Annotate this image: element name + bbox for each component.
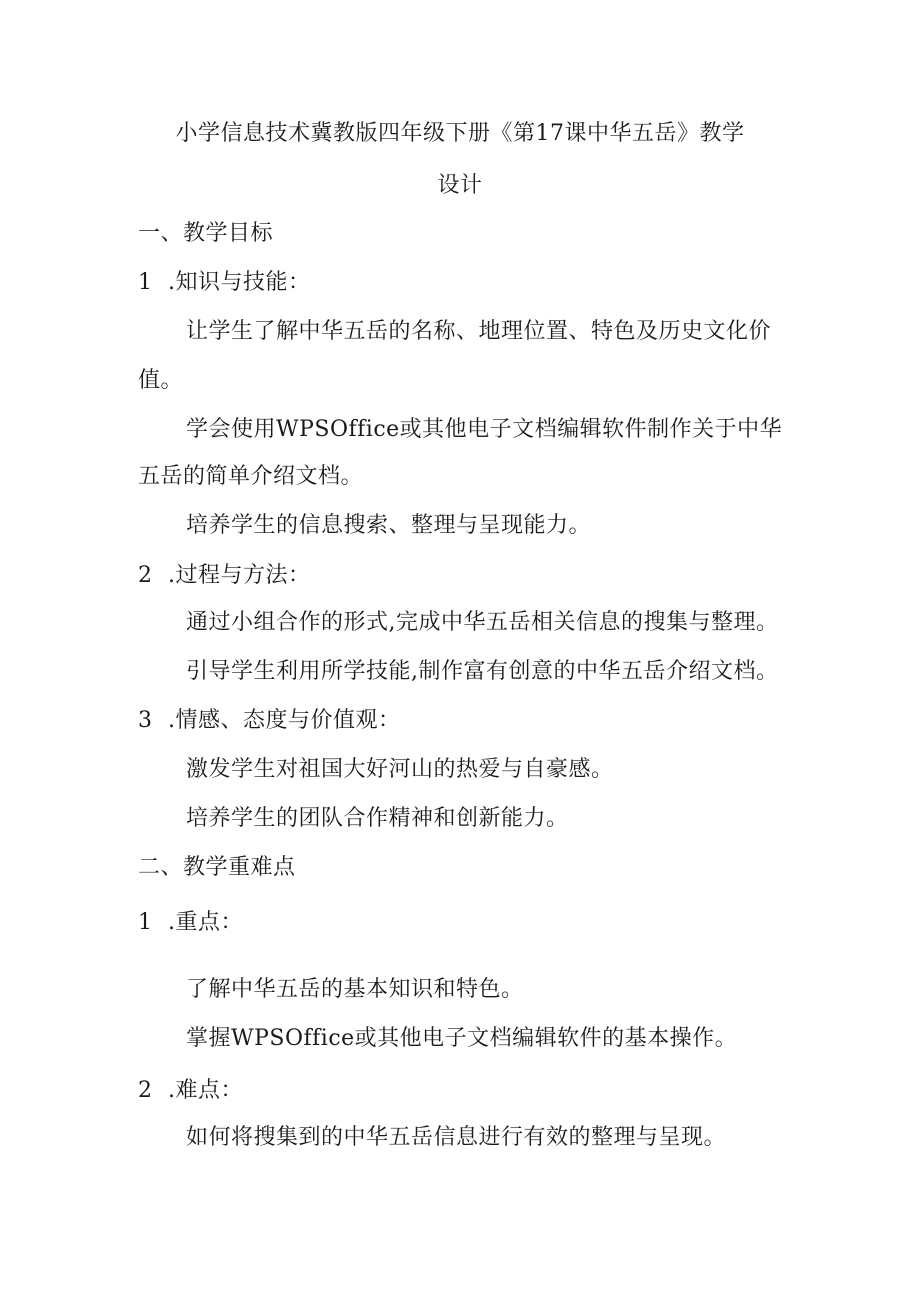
paragraph: 培养学生的信息搜索、整理与呈现能力。 xyxy=(186,513,592,538)
item-label: .知识与技能： xyxy=(168,270,311,295)
section2-heading: 二、教学重难点 xyxy=(138,855,296,880)
paragraph: 如何将搜集到的中华五岳信息进行有效的整理与呈现。 xyxy=(186,1125,727,1150)
document-title-line2: 设计 xyxy=(437,173,483,198)
paragraph: 五岳的简单介绍文档。 xyxy=(138,464,364,489)
item-label: .难点： xyxy=(168,1078,243,1103)
item-number: 2 xyxy=(138,563,153,588)
item-number: 1 xyxy=(138,270,153,295)
paragraph: 掌握WPSOffice或其他电子文档编辑软件的基本操作。 xyxy=(186,1026,738,1051)
section2-item1-heading xyxy=(138,908,243,938)
item-label: .过程与方法： xyxy=(168,563,311,588)
item-number: 2 xyxy=(138,1078,153,1103)
document-title-line1: 小学信息技术冀教版四年级下册《第17课中华五岳》教学 xyxy=(175,121,745,146)
section2-item2-heading xyxy=(138,1076,243,1106)
paragraph: 通过小组合作的形式,完成中华五岳相关信息的搜集与整理。 xyxy=(186,610,779,635)
section1-item3-heading xyxy=(138,706,401,736)
paragraph: 激发学生对祖国大好河山的热爱与自豪感。 xyxy=(186,757,614,782)
section1-item2-heading xyxy=(138,561,311,591)
paragraph: 值。 xyxy=(138,368,184,393)
item-number: 3 xyxy=(138,708,153,733)
item-number: 1 xyxy=(138,910,153,935)
item-label: .重点： xyxy=(168,910,243,935)
paragraph: 引导学生利用所学技能,制作富有创意的中华五岳介绍文档。 xyxy=(186,659,779,684)
section1-heading: 一、教学目标 xyxy=(138,221,274,246)
paragraph: 让学生了解中华五岳的名称、地理位置、特色及历史文化价 xyxy=(186,319,772,344)
paragraph: 了解中华五岳的基本知识和特色。 xyxy=(186,977,524,1002)
section1-item1-heading xyxy=(138,268,311,298)
paragraph: 学会使用WPSOffice或其他电子文档编辑软件制作关于中华 xyxy=(186,417,783,442)
item-label: .情感、态度与价值观： xyxy=(168,708,401,733)
paragraph: 培养学生的团队合作精神和创新能力。 xyxy=(186,806,569,831)
